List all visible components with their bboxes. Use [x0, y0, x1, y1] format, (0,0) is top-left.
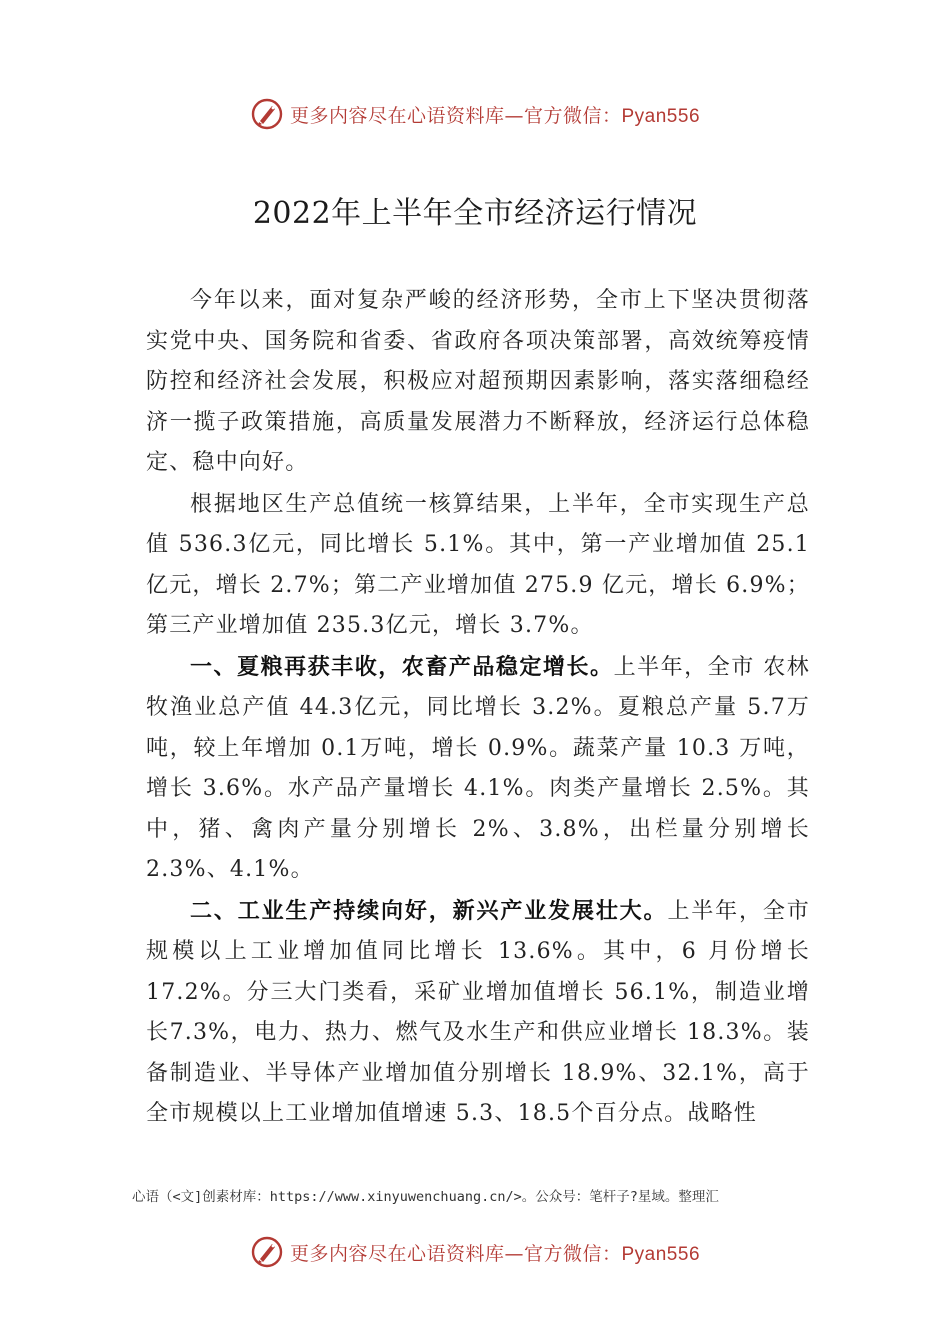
top-banner	[0, 92, 950, 136]
paragraph-4	[146, 891, 810, 1135]
wechat-id: Pyan556	[621, 105, 701, 127]
pen-nib-circle-icon	[250, 97, 284, 131]
banner-label: 更多内容尽在心语资料库—官方微信：	[289, 104, 622, 127]
paragraph-text: 上半年，全市规模以上工业增加值同比增长 13.6%。其中，6 月份增长 17.2%。分三大门类看，采矿业增加值增长 56.1%，制造业增长7.3%，电力、热力、燃气及水生产和供应业增长 18.3%。装备制造业、半导体产业增加值分别增长 18.9%、32.1%，高于全市规模以上工业增加值增速 5.3、18.5个百分点。战略性	[146, 898, 810, 1126]
wechat-id: Pyan556	[621, 1243, 701, 1265]
paragraph-text: 今年以来，面对复杂严峻的经济形势，全市上下坚决贯彻落实党中央、国务院和省委、省政府各项决策部署，高效统筹疫情防控和经济社会发展，积极应对超预期因素影响，落实落细稳经济一揽子政策措施，高质量发展潜力不断释放，经济运行总体稳定、稳中向好。	[146, 288, 810, 475]
paragraph-1	[146, 280, 810, 484]
paragraph-text: 根据地区生产总值统一核算结果，上半年，全市实现生产总值 536.3亿元，同比增长 5.1%。其中，第一产业增加值 25.1 亿元，增长 2.7%；第二产业增加值 275.9 亿元，增长 6.9%；第三产业增加值 235.3亿元，增长 3.7%。	[146, 491, 810, 638]
pen-nib-circle-icon	[250, 1235, 284, 1269]
banner-label: 更多内容尽在心语资料库—官方微信：	[289, 1242, 622, 1265]
bottom-banner	[0, 1230, 950, 1274]
paragraph-3	[146, 647, 810, 891]
banner-text	[290, 101, 700, 128]
paragraph-text: 上半年，全市 农林牧渔业总产值 44.3亿元，同比增长 3.2%。夏粮总产量 5.7万吨，较上年增加 0.1万吨，增长 0.9%。蔬菜产量 10.3 万吨，增长 3.6%。水产品产量增长 4.1%。肉类产量增长 2.5%。其中，猪、禽肉产量分别增长 2%、3.8%，出栏量分别增长2.3%、4.1%。	[146, 654, 811, 882]
page-title: 2022年上半年全市经济运行情况	[252, 196, 698, 231]
paragraph-lead: 二、工业生产持续向好，新兴产业发展壮大。	[190, 897, 668, 924]
paragraph-2	[146, 484, 810, 647]
banner-text	[290, 1239, 700, 1266]
paragraph-lead: 一、夏粮再获丰收，农畜产品稳定增长。	[190, 653, 614, 680]
source-footnote: 心语（<文]创素材库：https://www.xinyuwenchuang.cn/>。公众号：笔杆子?星域。整理汇	[132, 1189, 719, 1205]
document-body	[146, 280, 810, 1135]
